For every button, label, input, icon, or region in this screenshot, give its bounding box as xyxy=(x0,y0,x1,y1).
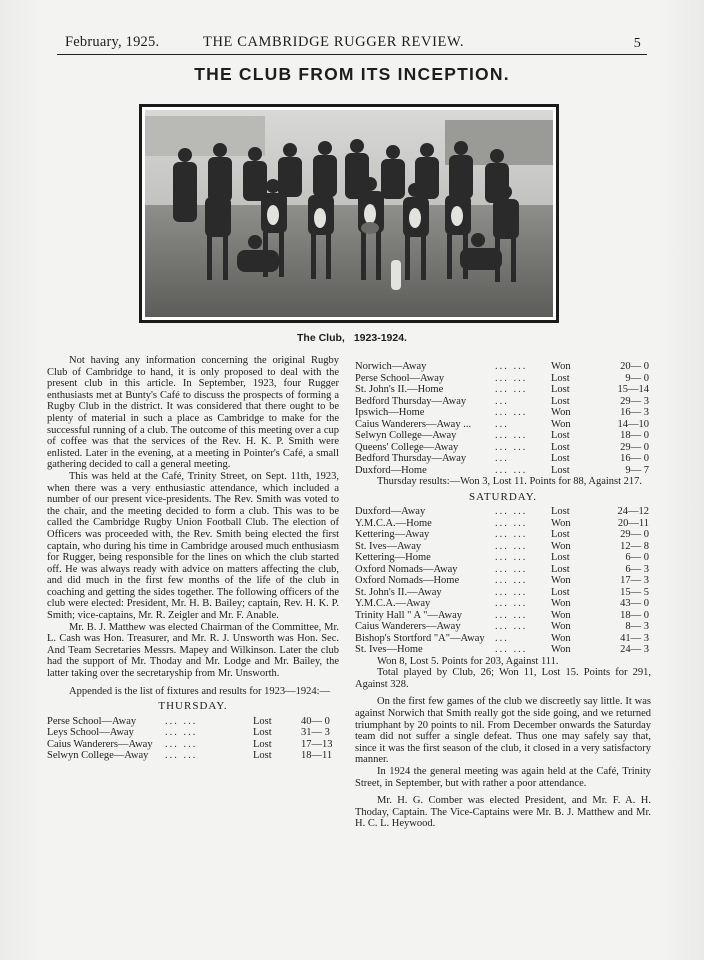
fixture-result: Won xyxy=(551,575,571,587)
leader-dots: ... xyxy=(495,395,509,407)
leader-dots: ... ... xyxy=(495,575,528,587)
fixture-result: Won xyxy=(551,598,571,610)
fixture-team: St. John's II.—Away xyxy=(355,586,442,598)
fixture-team: Duxford—Away xyxy=(355,506,426,518)
table-row xyxy=(355,518,651,530)
fixture-result: Lost xyxy=(253,715,272,727)
fixture-score: 29— 0 xyxy=(620,441,649,453)
fixture-team: Trinity Hall " A "—Away xyxy=(355,609,462,621)
leader-dots: ... ... xyxy=(165,750,198,762)
header-rule xyxy=(57,54,647,55)
table-row xyxy=(355,598,651,610)
leader-dots: ... ... xyxy=(165,715,198,727)
fixture-result: Lost xyxy=(551,563,570,575)
table-row xyxy=(355,564,651,576)
leader-dots: ... ... xyxy=(495,464,528,476)
leader-dots: ... ... xyxy=(165,727,198,739)
fixture-score: 24—12 xyxy=(617,506,649,518)
article-paragraph: Mr. B. J. Matthew was elected Chairman of the Committee, Mr. L. Cash was Hon. Treasurer, and Mr. R. J. Unsworth was Hon. Sec. And Team Secretaries Messrs. Mapey and Wilkinson. Later the club had the support of Mr. Thoday and Mr. Lodge and Mr. Bailey, the latter taking over the secretaryship from Mr. Unsworth. xyxy=(47,621,339,680)
table-row xyxy=(355,575,651,587)
fixture-score: 16— 3 xyxy=(620,407,649,418)
running-header xyxy=(57,34,647,54)
fixture-result: Lost xyxy=(551,395,570,407)
fixture-team: Perse School—Away xyxy=(355,372,445,384)
table-row xyxy=(355,529,651,541)
fixture-team: Duxford—Home xyxy=(355,464,427,476)
fixture-team: St. Ives—Home xyxy=(355,644,423,656)
table-row xyxy=(355,621,651,633)
fixture-score: 12— 8 xyxy=(620,540,649,552)
fixture-score: 29— 3 xyxy=(620,395,649,407)
fixture-result: Won xyxy=(551,632,571,644)
leader-dots: ... ... xyxy=(165,738,198,750)
fixture-score: 43— 0 xyxy=(620,598,649,610)
fixture-score: 29— 0 xyxy=(620,529,649,541)
table-row xyxy=(355,361,651,373)
fixture-score: 20—11 xyxy=(617,517,649,529)
journal-title: THE CAMBRIDGE RUGGER REVIEW. xyxy=(203,34,465,50)
fixture-team: Caius Wanderers—Away xyxy=(355,621,461,633)
leader-dots: ... xyxy=(495,418,509,430)
fixture-team: St. Ives—Away xyxy=(355,540,422,552)
leader-dots: ... ... xyxy=(495,552,528,564)
table-row xyxy=(355,373,651,385)
fixture-score: 17—13 xyxy=(301,738,333,750)
table-row xyxy=(355,506,651,518)
leader-dots: ... xyxy=(495,632,509,644)
table-row xyxy=(47,739,339,751)
table-row xyxy=(355,419,651,431)
fixture-score: 18— 0 xyxy=(620,609,649,621)
fixture-score: 17— 3 xyxy=(620,575,649,587)
article-paragraph: Not having any information concerning the original Rugby Club of Cambridge to hand, it is only proposed to deal with the present club in this article. In September, 1923, four Rugger enthusiasts met at Bunty's Café to discuss the prospects of forming a Rugby Club in the district. It was considered that there ought to be plenty of material in such a place as Cambridge to make for the successful running of a club. The outcome of this meeting over a cup of coffee was that the services of the Rev. H. K. P. Smith were enlisted. Later in the evening, at a meeting in Pointer's Café, a small gathering decided to call a general meeting. xyxy=(47,355,339,471)
fixture-team: St. John's II.—Home xyxy=(355,384,444,395)
fixture-score: 40— 0 xyxy=(301,715,330,727)
table-row xyxy=(355,396,651,408)
caption-text: The Club, xyxy=(297,332,345,344)
thursday-results-summary: Thursday results:—Won 3, Lost 11. Points for 88, Against 217. xyxy=(377,476,643,487)
fixture-team: Oxford Nomads—Away xyxy=(355,563,458,575)
leader-dots: ... ... xyxy=(495,384,528,395)
fixture-result: Lost xyxy=(253,738,272,750)
article-paragraph: Appended is the list of fixtures and results for 1923—1924:— xyxy=(69,685,331,697)
leader-dots: ... ... xyxy=(495,621,528,633)
fixture-result: Lost xyxy=(551,441,570,453)
fixture-result: Lost xyxy=(551,430,570,441)
total-results-summary: Total played by Club, 26; Won 11, Lost 15. Points for 291, Against 328. xyxy=(355,667,651,690)
issue-date: February, 1925. xyxy=(65,34,160,50)
fixture-team: Queens' College—Away xyxy=(355,441,459,453)
article-paragraph: On the first few games of the club we discreetly say little. It was against Norwich that Smith really got the side going, and we returned triumphant by 20 points to nil. From December onwards the Saturday team did not suffer a single defeat. Thus one may safely say that, since it was the first season of the club, it closed in a very satisfactory manner. xyxy=(355,696,651,766)
leader-dots: ... ... xyxy=(495,361,528,372)
leader-dots: ... ... xyxy=(495,586,528,598)
fixture-result: Lost xyxy=(551,586,570,598)
fixture-result: Lost xyxy=(551,453,570,464)
fixture-result: Won xyxy=(551,361,571,372)
thursday-heading: THURSDAY. xyxy=(158,700,228,713)
thursday-fixtures-continued-table xyxy=(355,361,651,476)
leader-dots: ... ... xyxy=(495,441,528,453)
fixture-team: Caius Wanderers—Away ... xyxy=(355,418,472,430)
article-paragraph: This was held at the Café, Trinity Street, on Sept. 11th, 1923, when there was a very enthusiastic attendance, which included a number of our present vice-presidents. The Rev. Smith was voted to the chair, and the meeting decided to form a club. This was to be called the Cambridge Rugby Union Football Club. The election of Officers was proceeded with, the Rev. Smith being elected the first captain, who during his time in Cambridge aroused much enthusiasm for Rugger, being responsible for the lines on which the club started off. He was always ready with advice on matters affecting the club, and did much in the first few months of the life of the club in coaching and getting the sides together. The following officers of the club were elected: President, Mr. H. B. Bailey; captain, Rev. H. K. P. Smith; vice-captains, Mr. R. Zeigler and Mr. F. Anable. xyxy=(47,470,339,622)
table-row xyxy=(355,644,651,656)
table-row xyxy=(355,552,651,564)
fixture-team: Kettering—Away xyxy=(355,529,430,541)
fixture-team: Bedford Thursday—Away xyxy=(355,453,467,464)
fixture-result: Lost xyxy=(253,750,272,762)
fixture-score: 24— 3 xyxy=(620,644,649,656)
leader-dots: ... ... xyxy=(495,372,528,384)
fixture-result: Won xyxy=(551,621,571,633)
fixture-team: Y.M.C.A.—Home xyxy=(355,517,432,529)
leader-dots: ... xyxy=(495,453,509,464)
table-row xyxy=(47,727,339,739)
saturday-results-summary: Won 8, Lost 5. Points for 203, Against 111. xyxy=(377,655,559,667)
fixture-team: Y.M.C.A.—Away xyxy=(355,598,431,610)
fixture-score: 9— 7 xyxy=(625,464,649,476)
fixture-score: 31— 3 xyxy=(301,727,330,739)
leader-dots: ... ... xyxy=(495,517,528,529)
thursday-fixtures-table xyxy=(47,716,339,762)
table-row xyxy=(355,465,651,477)
fixture-score: 15—14 xyxy=(617,384,649,395)
fixture-score: 15— 5 xyxy=(620,586,649,598)
table-row xyxy=(47,750,339,762)
table-row xyxy=(355,541,651,553)
fixture-result: Won xyxy=(551,609,571,621)
fixture-team: Selwyn College—Away xyxy=(47,750,149,762)
fixture-score: 41— 3 xyxy=(620,632,649,644)
article-title: THE CLUB FROM ITS INCEPTION. xyxy=(194,64,510,84)
page-number: 5 xyxy=(633,36,641,51)
table-row xyxy=(355,407,651,419)
fixture-team: Caius Wanderers—Away xyxy=(47,738,153,750)
fixture-result: Lost xyxy=(551,552,570,564)
left-column xyxy=(47,355,339,762)
table-row xyxy=(355,384,651,396)
leader-dots: ... ... xyxy=(495,598,528,610)
table-row xyxy=(355,587,651,599)
table-row xyxy=(355,453,651,465)
table-row xyxy=(355,633,651,645)
fixture-team: Bishop's Stortford "A"—Away xyxy=(355,632,485,644)
fixture-result: Won xyxy=(551,418,571,430)
leader-dots: ... ... xyxy=(495,609,528,621)
fixture-team: Norwich—Away xyxy=(355,361,427,372)
table-row xyxy=(47,716,339,728)
article-paragraph: In 1924 the general meeting was again held at the Café, Trinity Street, in September, but with rather a poor attendance. xyxy=(355,766,651,789)
team-photograph xyxy=(139,104,559,323)
fixture-score: 6— 3 xyxy=(625,563,649,575)
fixture-score: 20— 0 xyxy=(620,361,649,372)
fixture-score: 6— 0 xyxy=(625,552,649,564)
fixture-team: Leys School—Away xyxy=(47,727,134,739)
fixture-result: Won xyxy=(551,644,571,656)
fixture-score: 14—10 xyxy=(617,418,649,430)
caption-year: 1923-1924. xyxy=(353,332,407,344)
table-row xyxy=(355,442,651,454)
fixture-team: Oxford Nomads—Home xyxy=(355,575,460,587)
fixture-result: Lost xyxy=(551,529,570,541)
team-photo-image xyxy=(145,110,553,317)
fixture-result: Lost xyxy=(551,464,570,476)
saturday-fixtures-table xyxy=(355,506,651,656)
fixture-team: Perse School—Away xyxy=(47,715,137,727)
right-column xyxy=(355,361,651,830)
fixture-team: Bedford Thursday—Away xyxy=(355,395,467,407)
fixture-result: Won xyxy=(551,517,571,529)
fixture-score: 9— 0 xyxy=(625,372,649,384)
fixture-team: Kettering—Home xyxy=(355,552,431,564)
leader-dots: ... ... xyxy=(495,506,528,518)
leader-dots: ... ... xyxy=(495,430,528,441)
fixture-team: Selwyn College—Away xyxy=(355,430,457,441)
photo-caption xyxy=(0,332,704,344)
fixture-result: Lost xyxy=(253,727,272,739)
leader-dots: ... ... xyxy=(495,563,528,575)
leader-dots: ... ... xyxy=(495,407,528,418)
fixture-result: Lost xyxy=(551,506,570,518)
saturday-heading: SATURDAY. xyxy=(469,490,537,503)
leader-dots: ... ... xyxy=(495,540,528,552)
fixture-score: 18— 0 xyxy=(620,430,649,441)
article-paragraph: Mr. H. G. Comber was elected President, and Mr. F. A. H. Thoday, Captain. The Vice-Captains were Mr. B. J. Matthew and Mr. H. C. L. Heywood. xyxy=(355,795,651,830)
fixture-result: Won xyxy=(551,407,571,418)
leader-dots: ... ... xyxy=(495,644,528,656)
table-row xyxy=(355,610,651,622)
fixture-result: Lost xyxy=(551,372,570,384)
fixture-result: Won xyxy=(551,540,571,552)
fixture-score: 8— 3 xyxy=(625,621,649,633)
fixture-result: Lost xyxy=(551,384,570,395)
fixture-score: 16— 0 xyxy=(620,453,649,464)
fixture-score: 18—11 xyxy=(301,750,333,762)
fixture-team: Ipswich—Home xyxy=(355,407,425,418)
table-row xyxy=(355,430,651,442)
leader-dots: ... ... xyxy=(495,529,528,541)
